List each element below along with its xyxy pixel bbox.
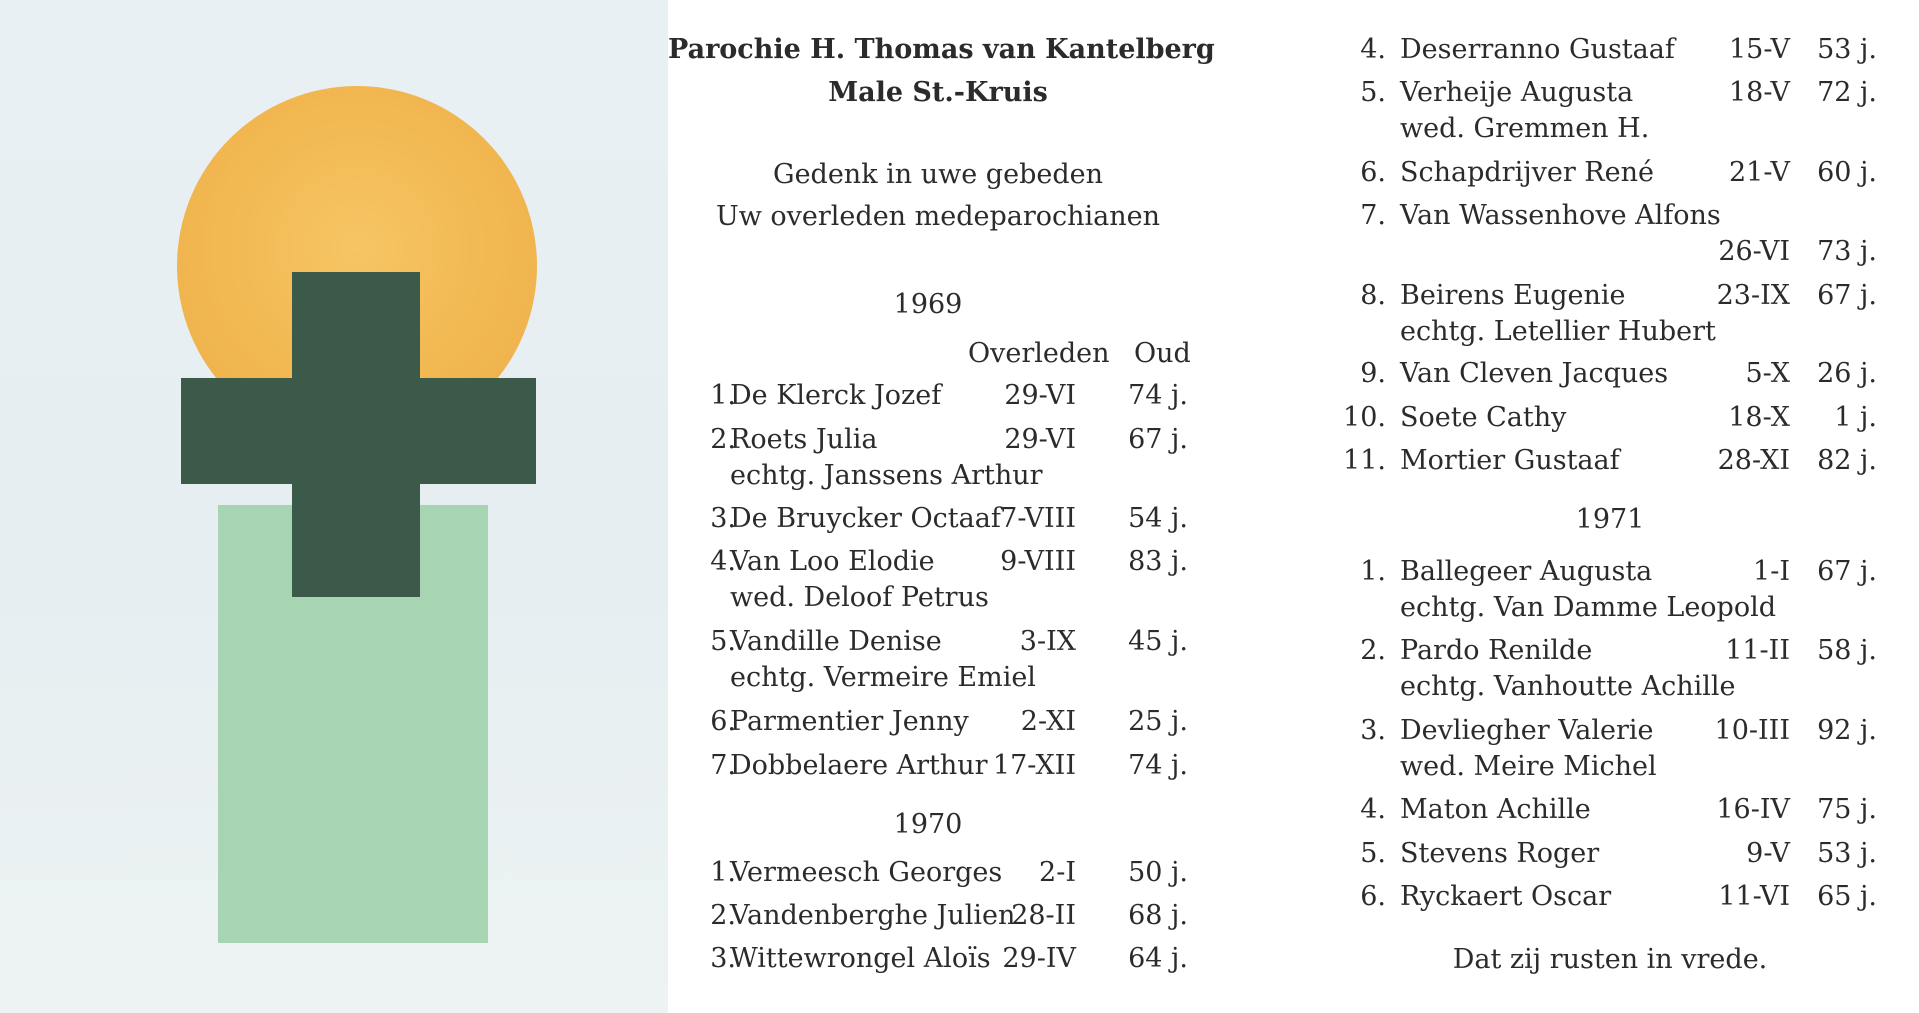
- entry-age: 67 j.: [1817, 556, 1877, 587]
- entry-name: De Bruycker Octaaf: [730, 503, 1001, 534]
- entry-name: Deserranno Gustaaf: [1400, 34, 1675, 65]
- year-heading-1971: 1971: [1575, 504, 1645, 535]
- closing-text: Dat zij rusten in vrede.: [1452, 944, 1768, 975]
- entry-date: 9-V: [1746, 838, 1790, 869]
- entry-date: 28-XI: [1717, 445, 1790, 476]
- entry-date: 3-IX: [1019, 626, 1076, 657]
- entry-age: 53 j.: [1817, 838, 1877, 869]
- entry-name: Pardo Renilde: [1400, 635, 1593, 666]
- entry-name: Van Cleven Jacques: [1400, 358, 1669, 389]
- entry-date: 11-VI: [1718, 881, 1790, 912]
- entry-number: 5.: [1360, 77, 1386, 108]
- entry-number: 6.: [1360, 881, 1386, 912]
- list-item: [668, 624, 1208, 693]
- entry-date: 18-X: [1728, 402, 1790, 433]
- entry-number: 8.: [1360, 280, 1386, 311]
- entry-number: 3.: [710, 943, 736, 974]
- remember-line: Gedenk in uwe gebeden: [773, 159, 1103, 190]
- entry-note: echtg. Vanhoutte Achille: [1400, 671, 1736, 702]
- entry-name: Ryckaert Oscar: [1400, 881, 1612, 912]
- entry-date: 5-X: [1745, 358, 1790, 389]
- entry-number: 2.: [710, 900, 736, 931]
- entry-date: 2-XI: [1020, 706, 1076, 737]
- list-item: [668, 544, 1208, 613]
- entry-name: Vermeesch Georges: [730, 857, 1003, 888]
- entry-name: Parmentier Jenny: [730, 706, 969, 737]
- entry-number: 7.: [1360, 200, 1386, 231]
- entry-age: 67 j.: [1128, 424, 1188, 455]
- list-item: [1340, 792, 1880, 828]
- entry-age: 64 j.: [1128, 943, 1188, 974]
- column-header-died: Overleden: [968, 338, 1110, 369]
- entry-name: Van Wassenhove Alfons: [1400, 200, 1721, 231]
- entry-date: 18-V: [1728, 77, 1790, 108]
- entry-age: 67 j.: [1817, 280, 1877, 311]
- memorial-artwork: [0, 0, 668, 1013]
- entry-number: 1.: [710, 380, 736, 411]
- entry-name: Van Loo Elodie: [730, 546, 935, 577]
- deceased-line: Uw overleden medeparochianen: [715, 201, 1161, 232]
- entry-number: 2.: [710, 424, 736, 455]
- entry-date: 29-IV: [1002, 943, 1076, 974]
- list-item: [668, 501, 1208, 537]
- entry-age: 54 j.: [1128, 503, 1188, 534]
- entry-number: 6.: [1360, 157, 1386, 188]
- entry-age: 92 j.: [1817, 715, 1877, 746]
- list-item: [1340, 155, 1880, 191]
- entry-name: Roets Julia: [730, 424, 878, 455]
- entry-number: 4.: [1360, 794, 1386, 825]
- entry-number: 10.: [1343, 402, 1386, 433]
- list-item: [1340, 75, 1880, 144]
- list-item: [668, 898, 1208, 934]
- list-item: [668, 748, 1208, 784]
- entry-name: Vandille Denise: [730, 626, 942, 657]
- entry-date: 23-IX: [1716, 280, 1790, 311]
- parish-place: Male St.-Kruis: [828, 77, 1048, 108]
- list-item: [1340, 713, 1880, 782]
- entry-name: Beirens Eugenie: [1400, 280, 1626, 311]
- list-item: [668, 422, 1208, 491]
- entry-name: Devliegher Valerie: [1400, 715, 1654, 746]
- entry-note: echtg. Van Damme Leopold: [1400, 592, 1777, 623]
- entry-age: 26 j.: [1817, 358, 1877, 389]
- cross-arm: [181, 378, 536, 484]
- entry-name: Stevens Roger: [1400, 838, 1600, 869]
- list-item: [1340, 879, 1880, 915]
- entry-name: Ballegeer Augusta: [1400, 556, 1653, 587]
- entry-note: echtg. Janssens Arthur: [730, 460, 1043, 491]
- entry-age: 74 j.: [1128, 750, 1188, 781]
- parish-title: Parochie H. Thomas van Kantelberg: [668, 34, 1215, 65]
- entry-age: 72 j.: [1817, 77, 1877, 108]
- entry-number: 1.: [710, 857, 736, 888]
- entry-date: 17-XII: [992, 750, 1076, 781]
- entry-number: 3.: [1360, 715, 1386, 746]
- list-item: [1340, 836, 1880, 872]
- entry-name: Wittewrongel Aloïs: [730, 943, 991, 974]
- column-header-age: Oud: [1134, 338, 1191, 369]
- entry-age: 53 j.: [1817, 34, 1877, 65]
- entry-date: 26-VI: [1718, 236, 1790, 267]
- entry-date: 28-II: [1011, 900, 1076, 931]
- list-item: [668, 704, 1208, 740]
- entry-date: 29-VI: [1004, 380, 1076, 411]
- entry-number: 4.: [710, 546, 736, 577]
- entry-name: Vandenberghe Julien: [730, 900, 1016, 931]
- entry-note: echtg. Vermeire Emiel: [730, 662, 1036, 693]
- list-item: [1340, 32, 1880, 68]
- entry-number: 2.: [1360, 635, 1386, 666]
- entry-name: Verheije Augusta: [1400, 77, 1634, 108]
- entry-note: wed. Meire Michel: [1400, 751, 1657, 782]
- entry-date: 16-IV: [1716, 794, 1790, 825]
- year-heading-1969: 1969: [893, 289, 963, 320]
- entry-date: 11-II: [1725, 635, 1790, 666]
- entry-age: 82 j.: [1817, 445, 1877, 476]
- entry-number: 3.: [710, 503, 736, 534]
- year-heading-1970: 1970: [893, 809, 963, 840]
- entry-date: 2-I: [1039, 857, 1076, 888]
- list-item: [1340, 356, 1880, 392]
- entry-note: wed. Deloof Petrus: [730, 582, 989, 613]
- entry-number: 7.: [710, 750, 736, 781]
- entry-date: 10-III: [1714, 715, 1790, 746]
- entry-date: 21-V: [1728, 157, 1790, 188]
- entry-number: 1.: [1360, 556, 1386, 587]
- entry-note: wed. Gremmen H.: [1400, 113, 1650, 144]
- list-item: [1340, 400, 1880, 436]
- list-item: [1340, 278, 1880, 347]
- list-item: [1340, 633, 1880, 702]
- entry-age: 68 j.: [1128, 900, 1188, 931]
- entry-date: 7-VIII: [1000, 503, 1076, 534]
- list-item: [1340, 443, 1880, 479]
- list-item: [668, 378, 1208, 414]
- entry-age: 60 j.: [1817, 157, 1877, 188]
- entry-name: Schapdrijver René: [1400, 157, 1654, 188]
- entry-date: 9-VIII: [1000, 546, 1076, 577]
- entry-number: 11.: [1343, 445, 1386, 476]
- entry-number: 6.: [710, 706, 736, 737]
- entry-number: 5.: [710, 626, 736, 657]
- entry-name: Soete Cathy: [1400, 402, 1567, 433]
- entry-note: echtg. Letellier Hubert: [1400, 316, 1716, 347]
- list-item: [1340, 554, 1880, 623]
- entry-number: 4.: [1360, 34, 1386, 65]
- entry-name: Maton Achille: [1400, 794, 1591, 825]
- entry-age: 58 j.: [1817, 635, 1877, 666]
- list-item: [668, 941, 1208, 977]
- entry-age: 25 j.: [1128, 706, 1188, 737]
- entry-number: 9.: [1360, 358, 1386, 389]
- entry-age: 83 j.: [1128, 546, 1188, 577]
- entry-age: 75 j.: [1817, 794, 1877, 825]
- list-item: [668, 855, 1208, 891]
- entry-age: 45 j.: [1128, 626, 1188, 657]
- entry-date: 1-I: [1753, 556, 1790, 587]
- entry-age: 73 j.: [1817, 236, 1877, 267]
- list-item: [1340, 198, 1880, 267]
- entry-name: Mortier Gustaaf: [1400, 445, 1620, 476]
- entry-age: 1 j.: [1834, 402, 1877, 433]
- entry-name: De Klerck Jozef: [730, 380, 942, 411]
- entry-number: 5.: [1360, 838, 1386, 869]
- entry-age: 50 j.: [1128, 857, 1188, 888]
- entry-age: 74 j.: [1128, 380, 1188, 411]
- entry-date: 15-V: [1728, 34, 1790, 65]
- entry-name: Dobbelaere Arthur: [730, 750, 988, 781]
- entry-date: 29-VI: [1004, 424, 1076, 455]
- entry-age: 65 j.: [1817, 881, 1877, 912]
